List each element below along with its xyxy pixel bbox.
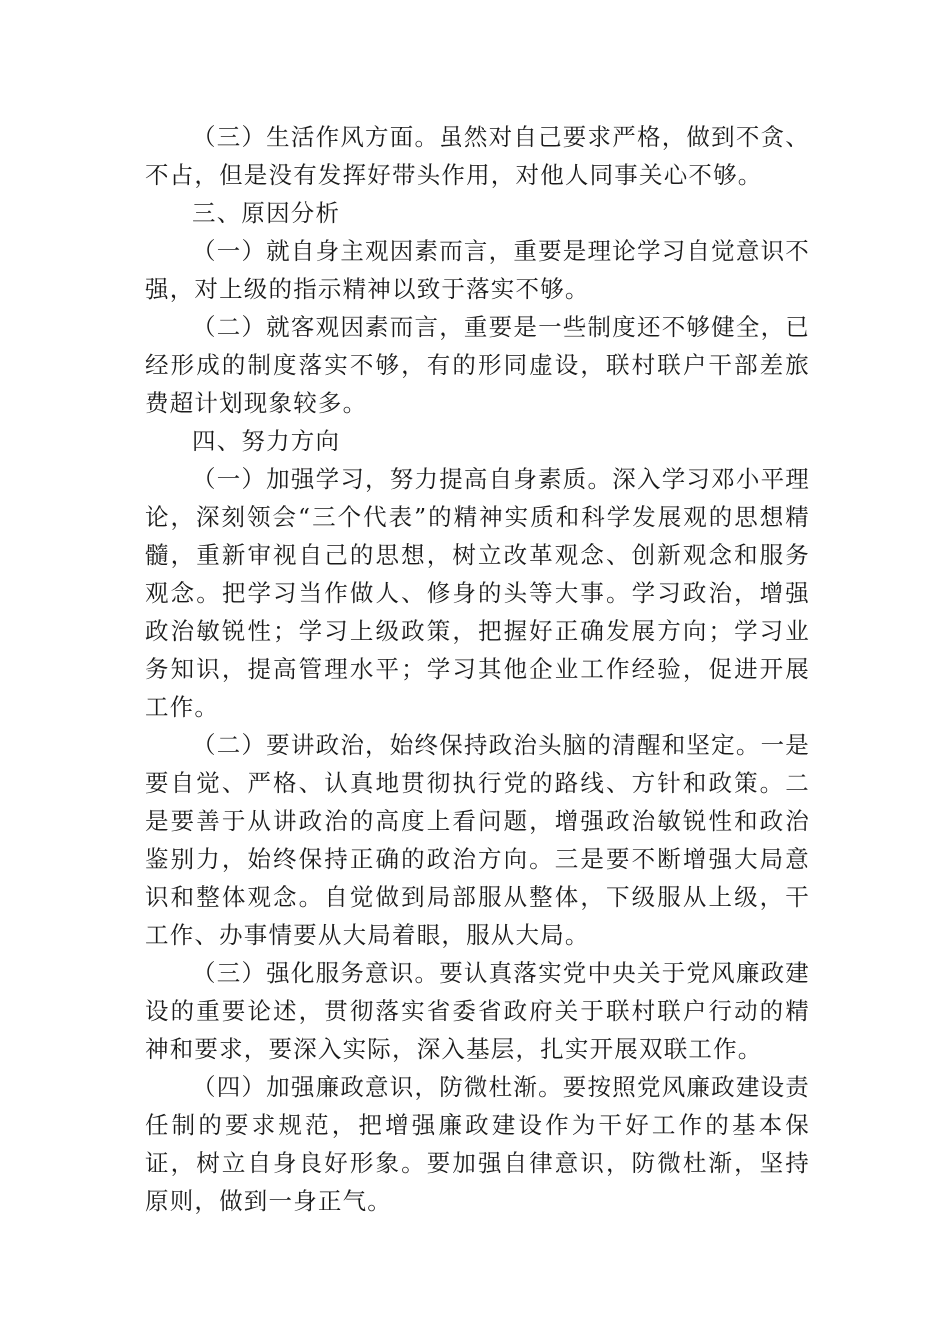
paragraph-politics: （二）要讲政治，始终保持政治头脑的清醒和坚定。一是要自觉、严格、认真地贯彻执行党的路线、方针和政策。二是要善于从讲政治的高度上看问题，增强政治敏锐性和政治鉴别力，始终保持正确的政治方向。三是要不断增强大局意识和整体观念。自觉做到局部服从整体，下级服从上级，干工作、办事情要从大局着眼，服从大局。 [145,731,810,949]
paragraph-service-awareness: （三）强化服务意识。要认真落实党中央关于党风廉政建设的重要论述，贯彻落实省委省政府关于联村联户行动的精神和要求，要深入实际，深入基层，扎实开展双联工作。 [145,959,810,1063]
document-body [145,118,810,1220]
paragraph-lifestyle-issue: （三）生活作风方面。虽然对自己要求严格，做到不贪、不占，但是没有发挥好带头作用，对他人同事关心不够。 [145,123,810,189]
paragraph-integrity-awareness: （四）加强廉政意识，防微杜渐。要按照党风廉政建设责任制的要求规范，把增强廉政建设作为干好工作的基本保证，树立自身良好形象。要加强自律意识，防微杜渐，坚持原则，做到一身正气。 [145,1073,810,1215]
paragraph-objective-cause: （二）就客观因素而言，重要是一些制度还不够健全，已经形成的制度落实不够，有的形同虚设，联村联户干部差旅费超计划现象较多。 [145,313,810,417]
section-heading-effort-direction: 四、努力方向 [192,427,341,455]
paragraph-subjective-cause: （一）就自身主观因素而言，重要是理论学习自觉意识不强，对上级的指示精神以致于落实不够。 [145,237,810,303]
paragraph-strengthen-study: （一）加强学习，努力提高自身素质。深入学习邓小平理论，深刻领会“三个代表”的精神实质和科学发展观的思想精髓，重新审视自己的思想，树立改革观念、创新观念和服务观念。把学习当作做人、修身的头等大事。学习政治，增强政治敏锐性；学习上级政策，把握好正确发展方向；学习业务知识，提高管理水平；学习其他企业工作经验，促进开展工作。 [145,465,810,721]
section-heading-cause-analysis: 三、原因分析 [192,199,341,227]
